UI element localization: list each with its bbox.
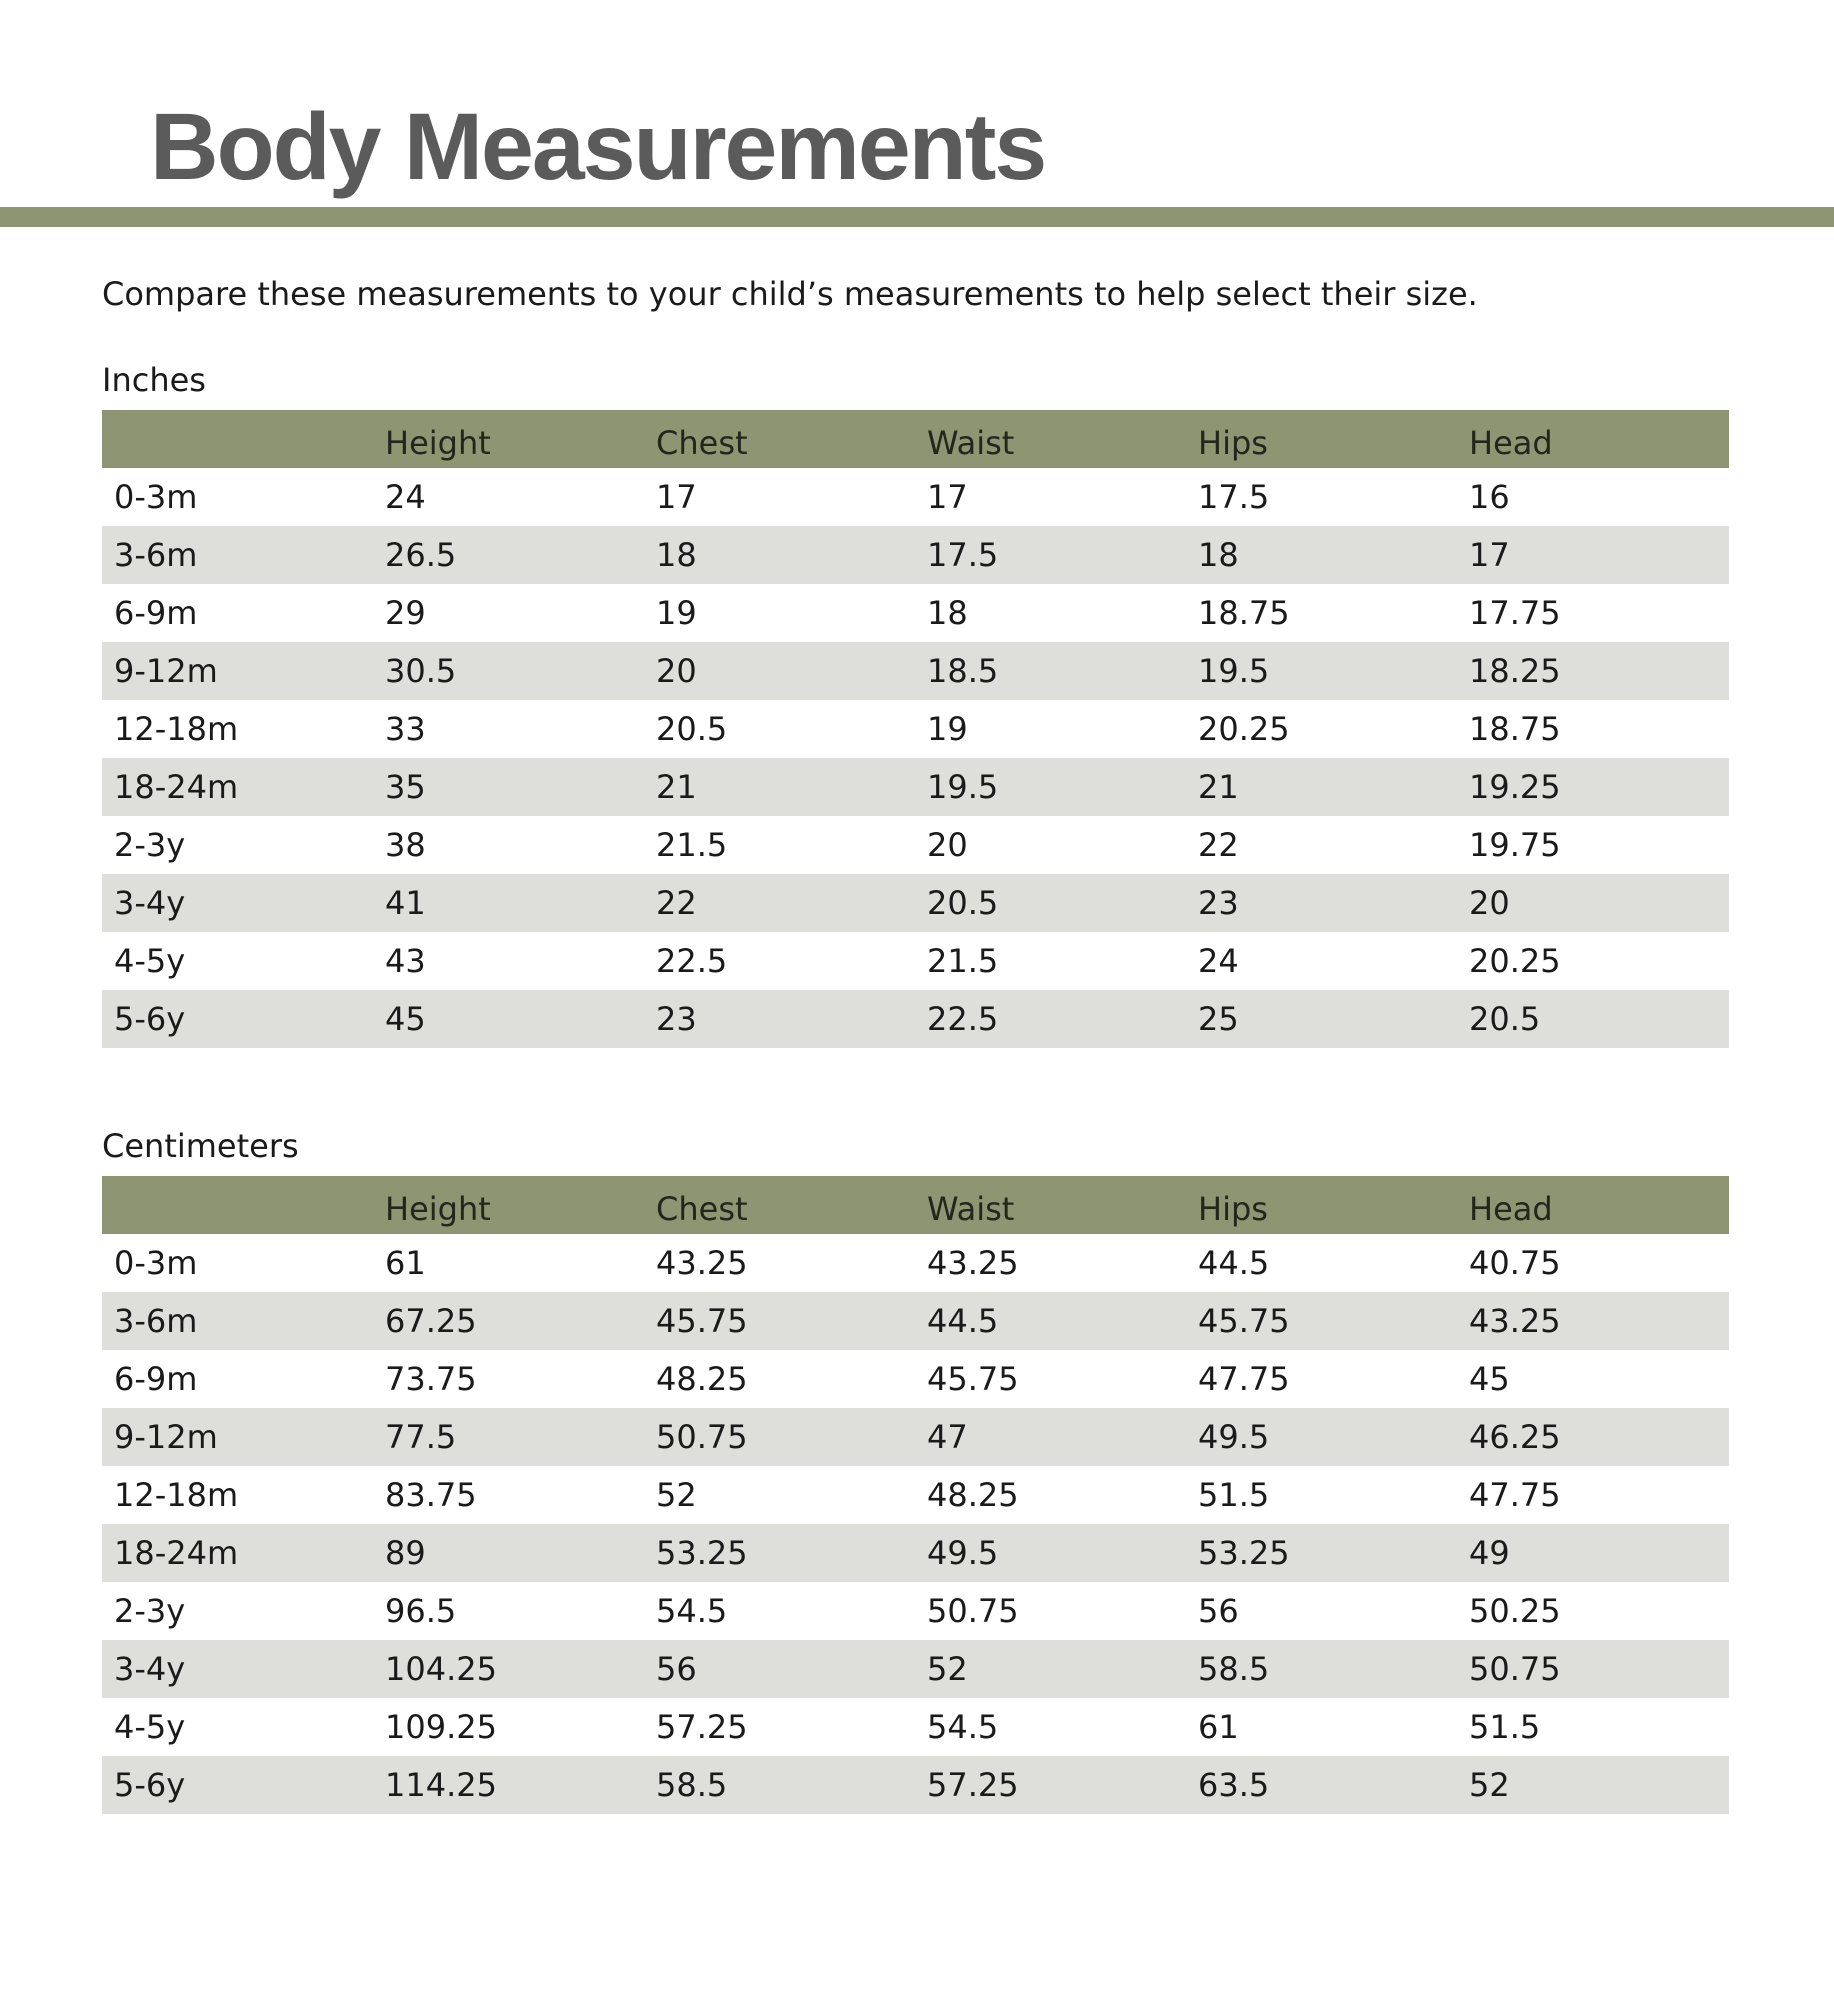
table-row xyxy=(102,1698,1729,1756)
waist-cell: 49.5 xyxy=(927,1534,999,1572)
chest-cell: 18 xyxy=(656,536,697,574)
size-cell: 18-24m xyxy=(114,1534,239,1572)
waist-cell: 17.5 xyxy=(927,536,999,574)
height-cell: 24 xyxy=(385,478,426,516)
waist-cell: 45.75 xyxy=(927,1360,1019,1398)
chest-cell: 50.75 xyxy=(656,1418,748,1456)
page-title: Body Measurements xyxy=(150,94,1046,200)
hips-cell: 17.5 xyxy=(1198,478,1270,516)
head-cell: 50.25 xyxy=(1469,1592,1561,1630)
height-cell: 96.5 xyxy=(385,1592,457,1630)
hips-column-header: Hips xyxy=(1198,424,1268,462)
hips-cell: 21 xyxy=(1198,768,1239,806)
table-row xyxy=(102,1756,1729,1814)
chest-cell: 20.5 xyxy=(656,710,728,748)
head-cell: 20.25 xyxy=(1469,942,1561,980)
table-header-row xyxy=(102,410,1729,468)
table-row xyxy=(102,1640,1729,1698)
height-cell: 73.75 xyxy=(385,1360,477,1398)
chest-cell: 54.5 xyxy=(656,1592,728,1630)
hips-cell: 49.5 xyxy=(1198,1418,1270,1456)
height-cell: 45 xyxy=(385,1000,426,1038)
size-cell: 12-18m xyxy=(114,710,239,748)
table-row xyxy=(102,1466,1729,1524)
height-cell: 35 xyxy=(385,768,426,806)
hips-cell: 44.5 xyxy=(1198,1244,1270,1282)
waist-cell: 17 xyxy=(927,478,968,516)
waist-cell: 18 xyxy=(927,594,968,632)
waist-cell: 43.25 xyxy=(927,1244,1019,1282)
hips-cell: 45.75 xyxy=(1198,1302,1290,1340)
waist-cell: 18.5 xyxy=(927,652,999,690)
head-cell: 43.25 xyxy=(1469,1302,1561,1340)
waist-cell: 50.75 xyxy=(927,1592,1019,1630)
height-column-header: Height xyxy=(385,424,491,462)
waist-column-header: Waist xyxy=(927,1190,1015,1228)
chest-cell: 22 xyxy=(656,884,697,922)
size-cell: 5-6y xyxy=(114,1766,186,1804)
head-cell: 52 xyxy=(1469,1766,1510,1804)
inches-table xyxy=(102,410,1729,1048)
chest-cell: 52 xyxy=(656,1476,697,1514)
table-row xyxy=(102,758,1729,816)
table-row xyxy=(102,1234,1729,1292)
chest-cell: 22.5 xyxy=(656,942,728,980)
head-cell: 16 xyxy=(1469,478,1510,516)
height-column-header: Height xyxy=(385,1190,491,1228)
height-cell: 77.5 xyxy=(385,1418,457,1456)
chest-cell: 53.25 xyxy=(656,1534,748,1572)
chest-cell: 19 xyxy=(656,594,697,632)
head-cell: 40.75 xyxy=(1469,1244,1561,1282)
size-cell: 0-3m xyxy=(114,478,198,516)
waist-cell: 57.25 xyxy=(927,1766,1019,1804)
table-row xyxy=(102,1350,1729,1408)
table-row xyxy=(102,526,1729,584)
head-cell: 50.75 xyxy=(1469,1650,1561,1688)
hips-cell: 22 xyxy=(1198,826,1239,864)
height-cell: 67.25 xyxy=(385,1302,477,1340)
size-cell: 5-6y xyxy=(114,1000,186,1038)
chest-column-header: Chest xyxy=(656,424,748,462)
hips-column-header: Hips xyxy=(1198,1190,1268,1228)
intro-text: Compare these measurements to your child’s measurements to help select their size. xyxy=(102,275,1478,313)
height-cell: 38 xyxy=(385,826,426,864)
height-cell: 43 xyxy=(385,942,426,980)
hips-cell: 24 xyxy=(1198,942,1239,980)
head-cell: 17.75 xyxy=(1469,594,1561,632)
head-cell: 19.75 xyxy=(1469,826,1561,864)
chest-cell: 58.5 xyxy=(656,1766,728,1804)
table-row xyxy=(102,990,1729,1048)
table-row xyxy=(102,700,1729,758)
hips-cell: 18 xyxy=(1198,536,1239,574)
height-cell: 33 xyxy=(385,710,426,748)
waist-cell: 44.5 xyxy=(927,1302,999,1340)
table-row xyxy=(102,584,1729,642)
waist-cell: 22.5 xyxy=(927,1000,999,1038)
chest-column-header: Chest xyxy=(656,1190,748,1228)
height-cell: 83.75 xyxy=(385,1476,477,1514)
chest-cell: 45.75 xyxy=(656,1302,748,1340)
hips-cell: 23 xyxy=(1198,884,1239,922)
title-divider xyxy=(0,207,1834,227)
table-row xyxy=(102,1582,1729,1640)
size-cell: 3-4y xyxy=(114,884,186,922)
hips-cell: 20.25 xyxy=(1198,710,1290,748)
chest-cell: 21.5 xyxy=(656,826,728,864)
height-cell: 114.25 xyxy=(385,1766,497,1804)
size-cell: 9-12m xyxy=(114,652,218,690)
hips-cell: 56 xyxy=(1198,1592,1239,1630)
table-row xyxy=(102,932,1729,990)
chest-cell: 56 xyxy=(656,1650,697,1688)
head-cell: 18.25 xyxy=(1469,652,1561,690)
hips-cell: 25 xyxy=(1198,1000,1239,1038)
hips-cell: 51.5 xyxy=(1198,1476,1270,1514)
table-row xyxy=(102,642,1729,700)
head-cell: 19.25 xyxy=(1469,768,1561,806)
size-cell: 3-6m xyxy=(114,1302,198,1340)
head-column-header: Head xyxy=(1469,1190,1553,1228)
waist-cell: 21.5 xyxy=(927,942,999,980)
chest-cell: 17 xyxy=(656,478,697,516)
hips-cell: 18.75 xyxy=(1198,594,1290,632)
size-column-header xyxy=(102,410,373,468)
size-cell: 3-4y xyxy=(114,1650,186,1688)
head-cell: 18.75 xyxy=(1469,710,1561,748)
head-cell: 20.5 xyxy=(1469,1000,1541,1038)
hips-cell: 58.5 xyxy=(1198,1650,1270,1688)
waist-cell: 19 xyxy=(927,710,968,748)
inches-section xyxy=(102,358,1729,1048)
table-row xyxy=(102,874,1729,932)
table-row xyxy=(102,1408,1729,1466)
height-cell: 41 xyxy=(385,884,426,922)
waist-cell: 52 xyxy=(927,1650,968,1688)
size-cell: 6-9m xyxy=(114,594,198,632)
hips-cell: 53.25 xyxy=(1198,1534,1290,1572)
size-cell: 6-9m xyxy=(114,1360,198,1398)
height-cell: 109.25 xyxy=(385,1708,497,1746)
centimeters-label: Centimeters xyxy=(102,1127,299,1165)
head-column-header: Head xyxy=(1469,424,1553,462)
height-cell: 61 xyxy=(385,1244,426,1282)
table-row xyxy=(102,1524,1729,1582)
hips-cell: 19.5 xyxy=(1198,652,1270,690)
waist-column-header: Waist xyxy=(927,424,1015,462)
size-cell: 0-3m xyxy=(114,1244,198,1282)
height-cell: 30.5 xyxy=(385,652,457,690)
hips-cell: 61 xyxy=(1198,1708,1239,1746)
inches-label: Inches xyxy=(102,361,206,399)
head-cell: 46.25 xyxy=(1469,1418,1561,1456)
hips-cell: 63.5 xyxy=(1198,1766,1270,1804)
size-cell: 18-24m xyxy=(114,768,239,806)
waist-cell: 47 xyxy=(927,1418,968,1456)
size-column-header xyxy=(102,1176,373,1234)
chest-cell: 21 xyxy=(656,768,697,806)
head-cell: 49 xyxy=(1469,1534,1510,1572)
head-cell: 47.75 xyxy=(1469,1476,1561,1514)
chest-cell: 20 xyxy=(656,652,697,690)
chest-cell: 23 xyxy=(656,1000,697,1038)
waist-cell: 20 xyxy=(927,826,968,864)
waist-cell: 20.5 xyxy=(927,884,999,922)
size-cell: 2-3y xyxy=(114,826,186,864)
head-cell: 51.5 xyxy=(1469,1708,1541,1746)
size-cell: 12-18m xyxy=(114,1476,239,1514)
size-cell: 3-6m xyxy=(114,536,198,574)
centimeters-table xyxy=(102,1176,1729,1814)
waist-cell: 54.5 xyxy=(927,1708,999,1746)
waist-cell: 48.25 xyxy=(927,1476,1019,1514)
table-row xyxy=(102,468,1729,526)
height-cell: 89 xyxy=(385,1534,426,1572)
size-cell: 4-5y xyxy=(114,1708,186,1746)
table-row xyxy=(102,816,1729,874)
head-cell: 17 xyxy=(1469,536,1510,574)
size-cell: 4-5y xyxy=(114,942,186,980)
table-header-row xyxy=(102,1176,1729,1234)
hips-cell: 47.75 xyxy=(1198,1360,1290,1398)
centimeters-section xyxy=(102,1124,1729,1814)
height-cell: 29 xyxy=(385,594,426,632)
height-cell: 104.25 xyxy=(385,1650,497,1688)
size-cell: 2-3y xyxy=(114,1592,186,1630)
table-row xyxy=(102,1292,1729,1350)
head-cell: 45 xyxy=(1469,1360,1510,1398)
waist-cell: 19.5 xyxy=(927,768,999,806)
head-cell: 20 xyxy=(1469,884,1510,922)
height-cell: 26.5 xyxy=(385,536,457,574)
chest-cell: 48.25 xyxy=(656,1360,748,1398)
chest-cell: 43.25 xyxy=(656,1244,748,1282)
size-cell: 9-12m xyxy=(114,1418,218,1456)
chest-cell: 57.25 xyxy=(656,1708,748,1746)
